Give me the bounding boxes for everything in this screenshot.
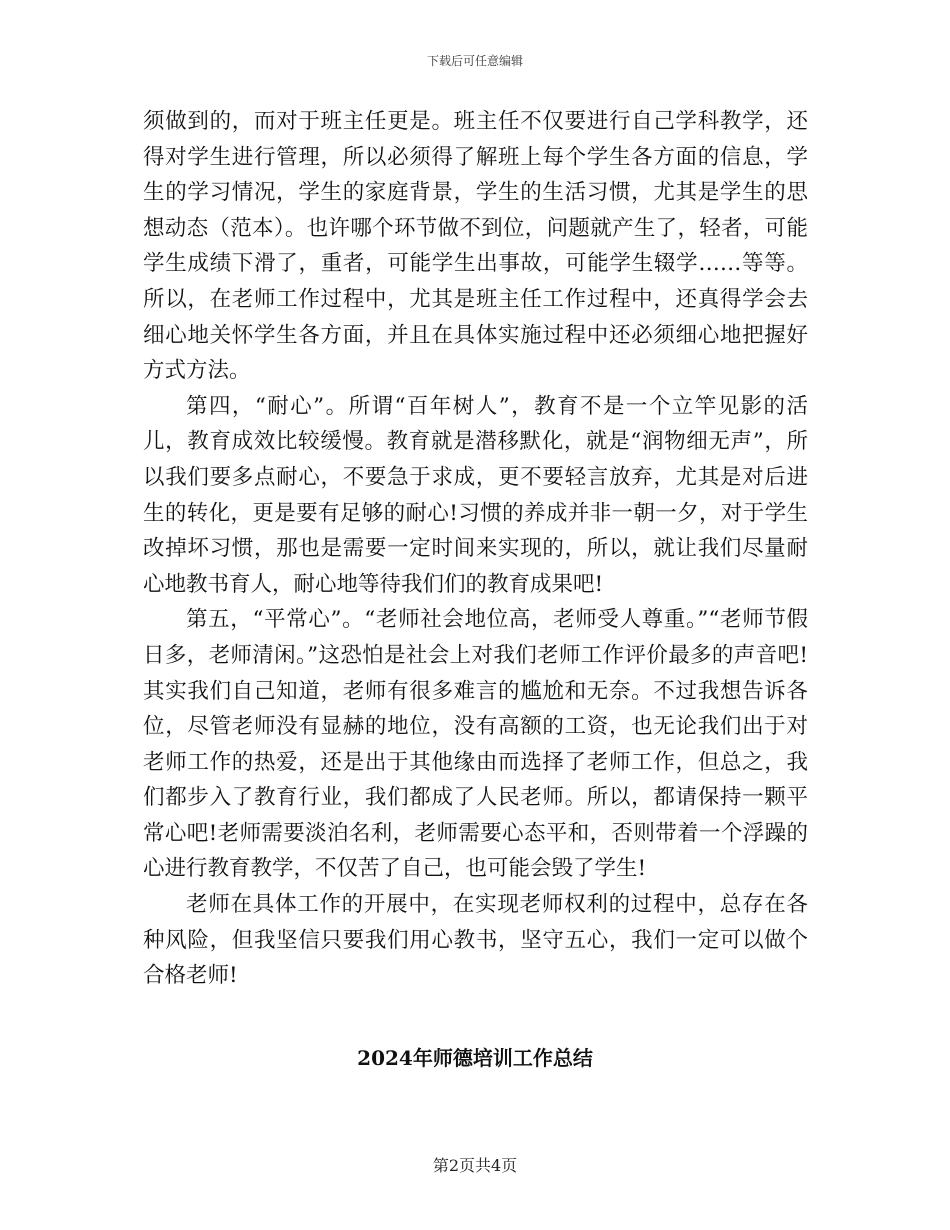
page-header: 下载后可任意编辑 (426, 54, 523, 68)
document-body (143, 104, 808, 994)
paragraph-ordinary-heart: 第五，“平常心”。“老师社会地位高，老师受人尊重。”“老师节假日多，老师清闲。”这恐怕是社会上对我们老师工作评价最多的声音吧!其实我们自己知道，老师有很多难言的尴尬和无奈。不过我想告诉各位，尽管老师没有显赫的地位，没有高额的工资，也无论我们出于对老师工作的热爱，还是出于其他缘由而选择了老师工作，但总之，我们都步入了教育行业，我们都成了人民老师。所以，都请保持一颗平常心吧!老师需要淡泊名利，老师需要心态平和，否则带着一个浮躁的心进行教育教学，不仅苦了自己，也可能会毁了学生! (143, 607, 808, 882)
paragraph-conclusion: 老师在具体工作的开展中，在实现老师权利的过程中，总存在各种风险，但我坚信只要我们用心教书，坚守五心，我们一定可以做个合格老师! (143, 892, 808, 989)
paragraph-patience: 第四，“耐心”。所谓“百年树人”，教育不是一个立竿见影的活儿，教育成效比较缓慢。教育就是潜移默化，就是“润物细无声”，所以我们要多点耐心，不要急于求成，更不要轻言放弃，尤其是对后进生的转化，更是要有足够的耐心!习惯的养成并非一朝一夕，对于学生改掉坏习惯，那也是需要一定时间来实现的，所以，就让我们尽量耐心地教书育人，耐心地等待我们们的教育成果吧! (143, 393, 808, 597)
page-footer: 第2页共4页 (432, 1156, 518, 1175)
paragraph-continuation: 须做到的，而对于班主任更是。班主任不仅要进行自己学科教学，还得对学生进行管理，所以必须得了解班上每个学生各方面的信息，学生的学习情况，学生的家庭背景，学生的生活习惯，尤其是学生的思想动态（范本）。也许哪个环节做不到位，问题就产生了，轻者，可能学生成绩下滑了，重者，可能学生出事故，可能学生辍学……等等。所以，在老师工作过程中，尤其是班主任工作过程中，还真得学会去细心地关怀学生各方面，并且在具体实施过程中还必须细心地把握好方式方法。 (143, 109, 808, 384)
next-document-title: 2024年师德培训工作总结 (357, 1046, 593, 1070)
